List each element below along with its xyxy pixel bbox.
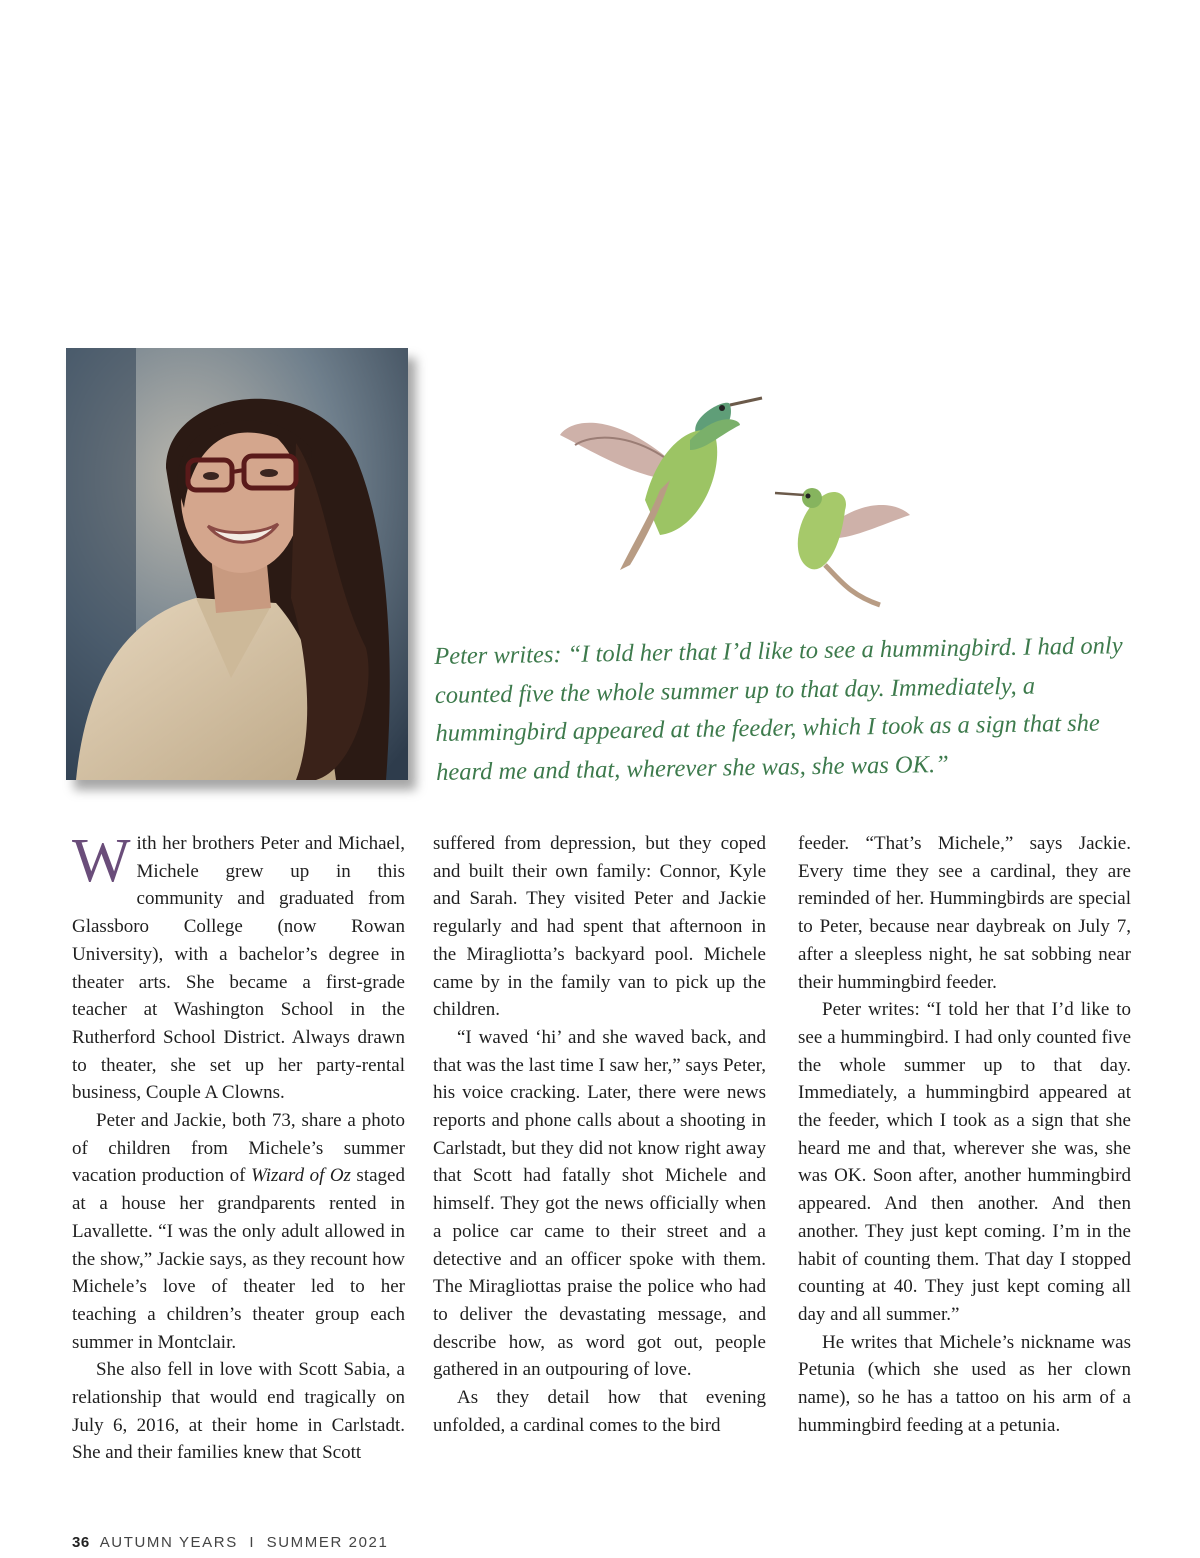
pull-quote xyxy=(434,627,1126,792)
paragraph: He writes that Michele’s nickname was Petunia (which she used as her clown name), so he has a tattoo on his arm of a hummingbird feeding at a petunia. xyxy=(798,1331,1131,1436)
paragraph: As they detail how that evening unfolded, a cardinal comes to the bird xyxy=(433,1387,766,1436)
paragraph: feeder. “That’s Michele,” says Jackie. Every time they see a cardinal, they are reminded of her. Hummingbirds are special to Peter, because near daybreak on July 7, after a sleepless night, he sat sobbing near their hummingbird feeder. xyxy=(798,833,1131,993)
article-column-3 xyxy=(798,830,1131,1439)
portrait-photo xyxy=(66,348,408,780)
portrait-illustration xyxy=(66,348,408,780)
hummingbird-illustration xyxy=(550,380,920,620)
paragraph: She also fell in love with Scott Sabia, a relationship that would end tragically on July 6, 2016, at their home in Carlstadt. She and their families knew that Scott xyxy=(72,1359,405,1464)
paragraph: With her brothers Peter and Michael, Michele grew up in this community and graduated from Glassboro College (now Rowan University), with a bachelor’s degree in theater arts. She became a first-grade teacher at Washington School in the Rutherford School District. Always drawn to theater, she set up her party-rental business, Couple A Clowns. xyxy=(72,827,405,1104)
paragraph: Peter and Jackie, both 73, share a photo of children from Michele’s summer vacation production of Wizard of Oz staged at a house her grandparents rented in Lavallette. “I was the only adult allowed in the show,” Jackie says, as they recount how Michele’s love of theater led to her teaching a children’s theater group each summer in Montclair. xyxy=(72,1110,405,1353)
page-footer xyxy=(72,1534,388,1551)
paragraph: suffered from depression, but they coped and built their own family: Connor, Kyle and Sarah. They visited Peter and Jackie regularly and had spent that afternoon in the Miragliotta’s backyard pool. Michele came by in the family van to pick up the children. xyxy=(433,833,766,1021)
article-column-2 xyxy=(433,830,766,1439)
page-number: 36 xyxy=(72,1534,90,1551)
hummingbird-small xyxy=(775,488,910,605)
paragraph: “I waved ‘hi’ and she waved back, and that was the last time I saw her,” says Peter, his voice cracking. Later, there were news reports and phone calls about a shooting in Carlstadt, but they did not know right away that Scott had fatally shot Michele and himself. They got the news officially when a police car came to their street and a detective and an officer spoke with them. The Miragliottas praise the police who had to deliver the devastating message, and describe how, as word got out, people gathered in an outpouring of love. xyxy=(433,1026,766,1381)
paragraph: Peter writes: “I told her that I’d like to see a hummingbird. I had only counted five the whole summer up to that day. Immediately, a hummingbird appeared at the feeder, which I took as a sign that she heard me and that, wherever she was, she was OK. Soon after, another hummingbird appeared. And then another. And then another. They just kept coming. I’m in the habit of counting them. That day I stopped counting at 40. They just kept coming all day and all summer.” xyxy=(798,999,1131,1325)
hummingbird-large xyxy=(560,398,762,570)
publication-name: AUTUMN YEARS I SUMMER 2021 xyxy=(99,1534,389,1551)
pull-quote-text: Peter writes: “I told her that I’d like to see a hummingbird. I had only counted five the whole summer up to that day. Immediately, a hummingbird appeared at the feeder, which I took as a sign that she heard me and that, wherever she was, she was OK.” xyxy=(434,632,1123,786)
drop-cap: W xyxy=(72,827,131,895)
article-column-1 xyxy=(72,827,405,1467)
show-title: Wizard of Oz xyxy=(250,1165,351,1187)
